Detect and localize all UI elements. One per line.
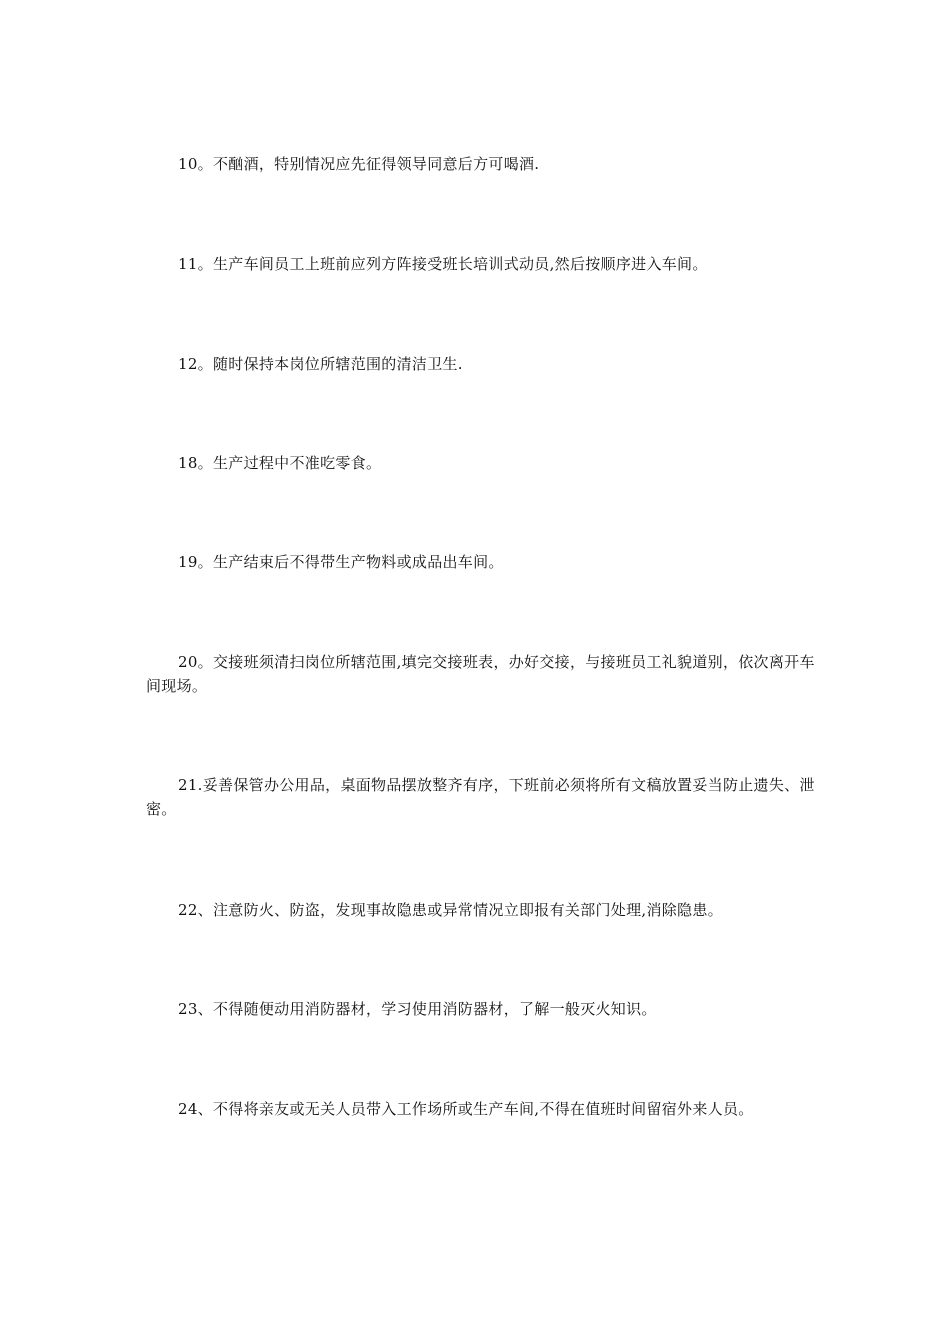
paragraph-rule-20: 20。交接班须清扫岗位所辖范围,填完交接班表，办好交接，与接班员工礼貌道别，依次离开车间现场。 xyxy=(146,653,815,695)
paragraph-rule-12: 12。随时保持本岗位所辖范围的清洁卫生. xyxy=(178,355,463,373)
paragraph-rule-23: 23、不得随便动用消防器材，学习使用消防器材，了解一般灭火知识。 xyxy=(178,1000,657,1018)
paragraph-rule-22: 22、注意防火、防盗，发现事故隐患或异常情况立即报有关部门处理,消除隐患。 xyxy=(178,901,723,919)
paragraph-rule-21: 21.妥善保管办公用品，桌面物品摆放整齐有序，下班前必须将所有文稿放置妥当防止遗失、泄密。 xyxy=(146,776,815,818)
paragraph-rule-19: 19。生产结束后不得带生产物料或成品出车间。 xyxy=(178,553,504,571)
paragraph-rule-11: 11。生产车间员工上班前应列方阵接受班长培训式动员,然后按顺序进入车间。 xyxy=(178,255,708,273)
paragraph-rule-10: 10。不酗酒，特别情况应先征得领导同意后方可喝酒. xyxy=(178,155,540,173)
paragraph-rule-24: 24、不得将亲友或无关人员带入工作场所或生产车间,不得在值班时间留宿外来人员。 xyxy=(178,1100,754,1118)
paragraph-rule-18: 18。生产过程中不准吃零食。 xyxy=(178,454,382,472)
